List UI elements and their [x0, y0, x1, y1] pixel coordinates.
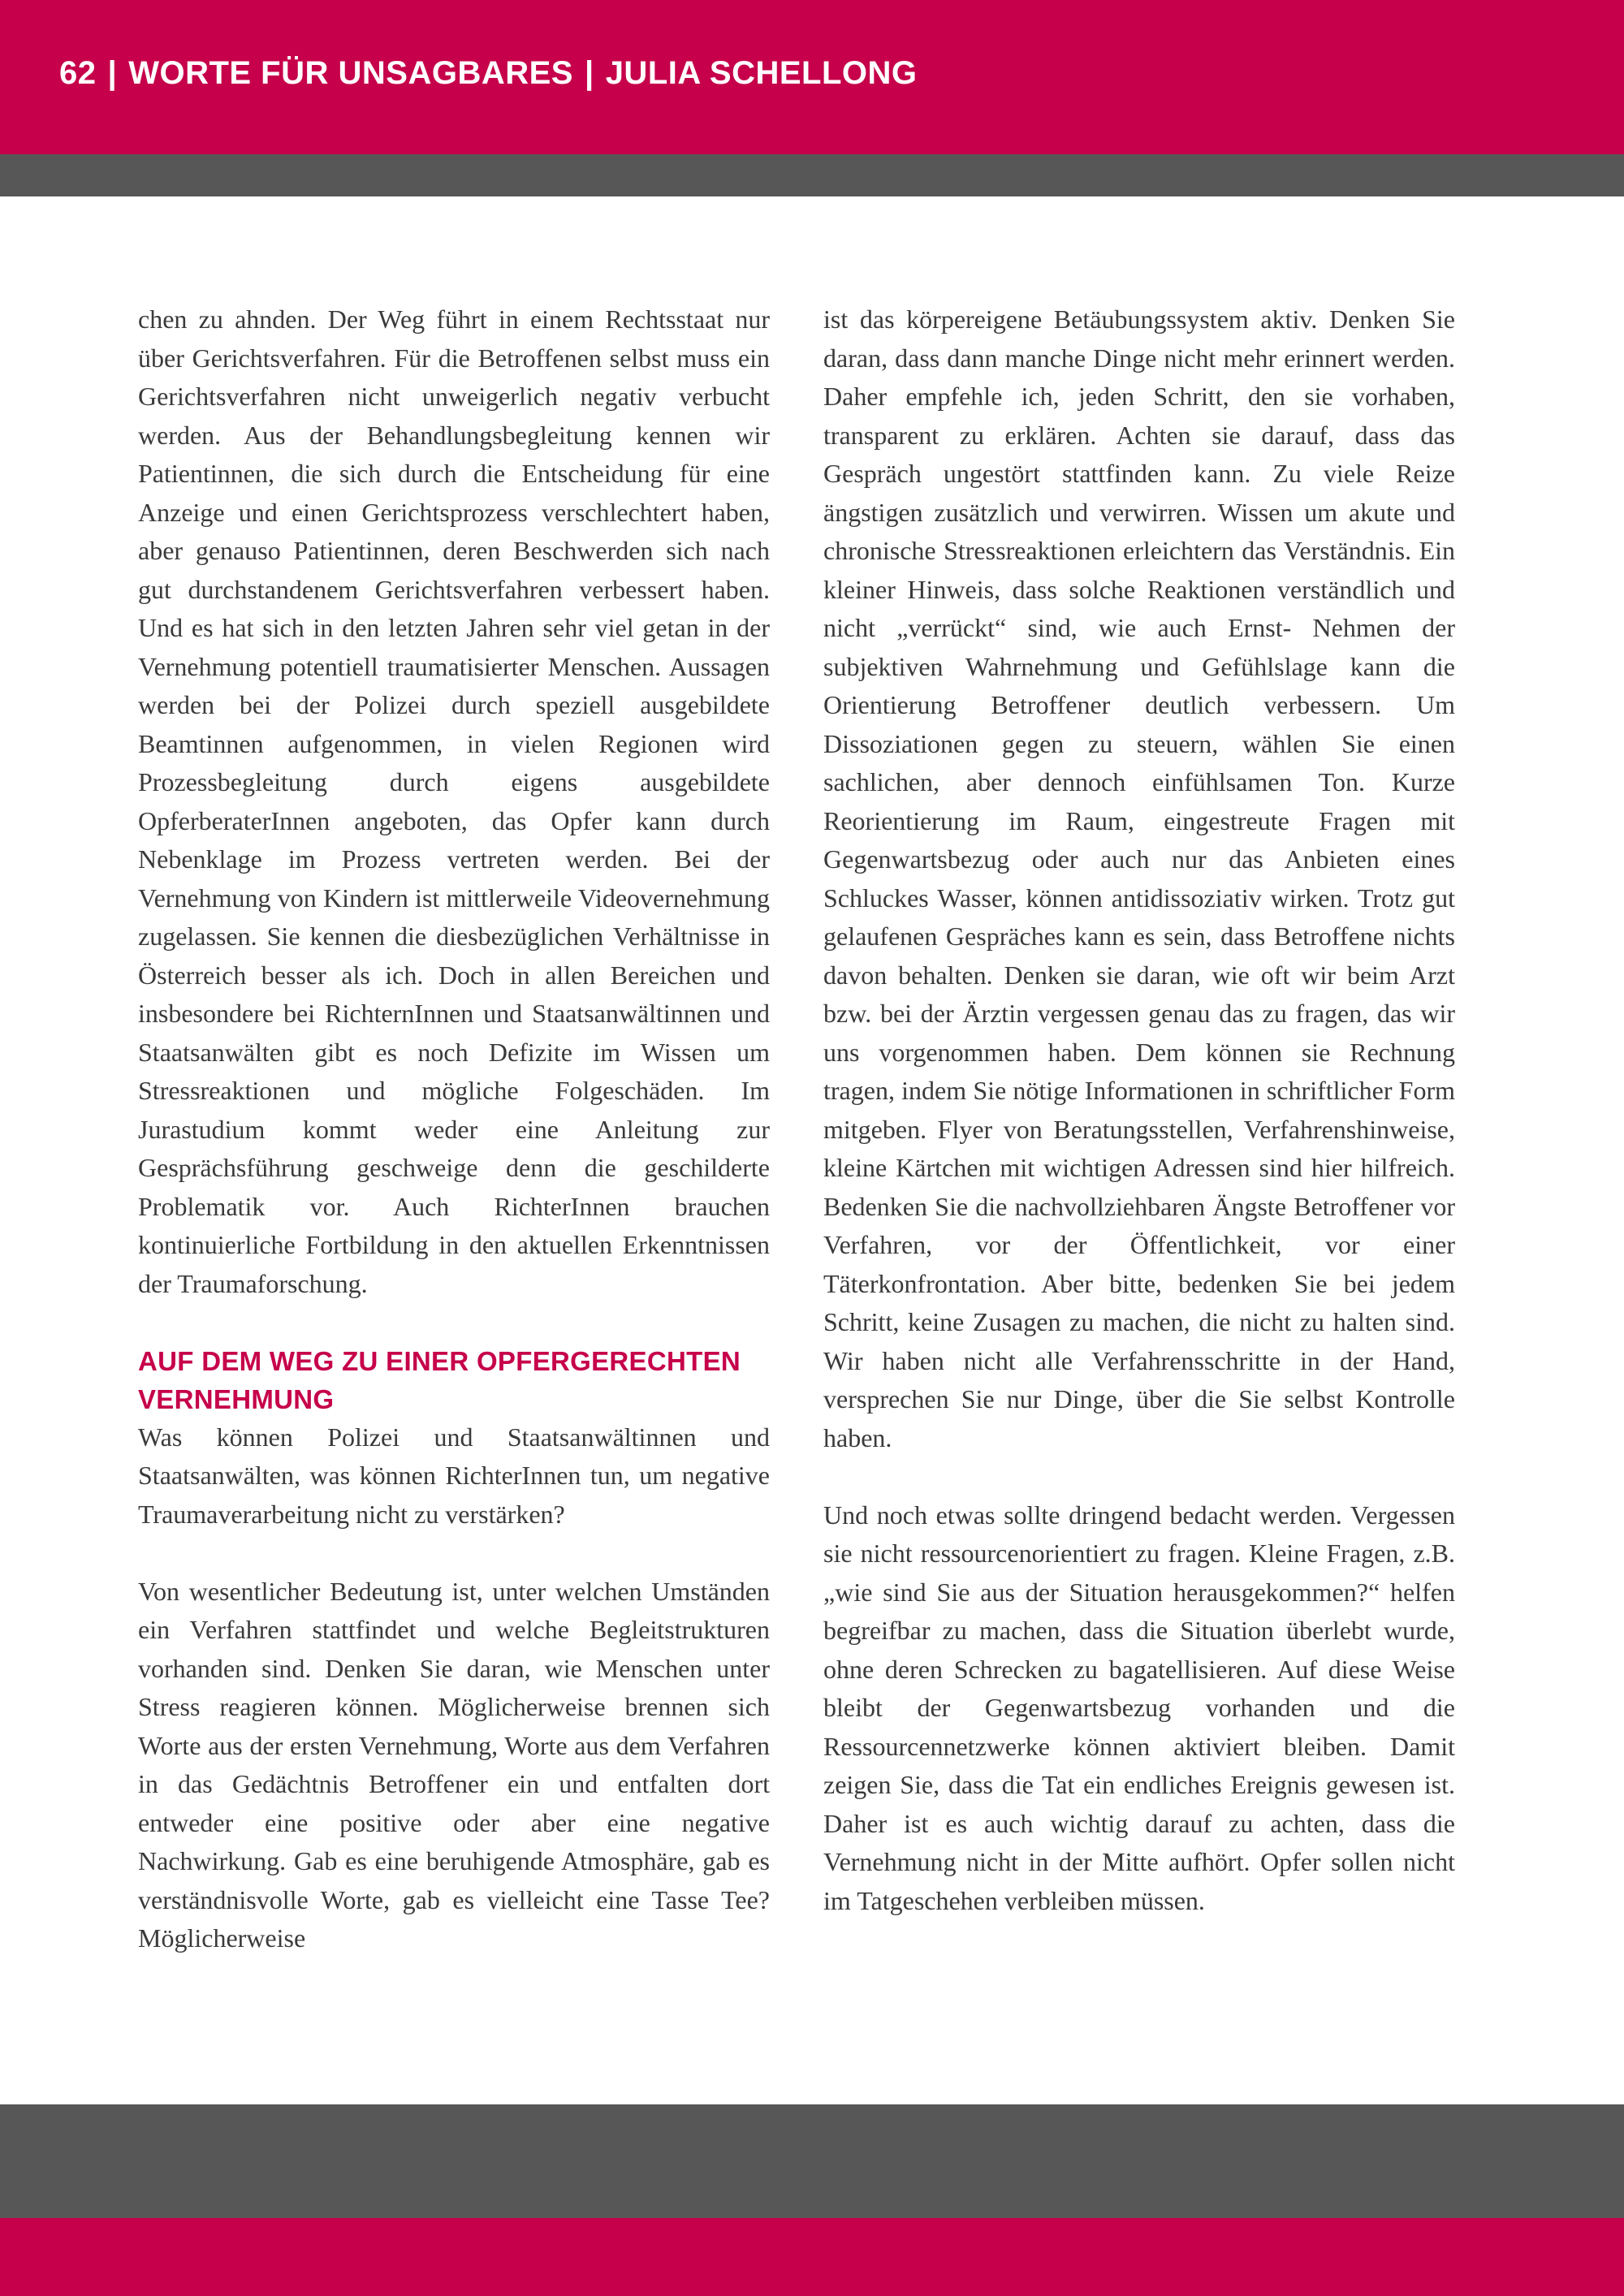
body-paragraph: ist das körpereigene Betäubungssystem aktiv. Denken Sie daran, dass dann manche Dinge nicht mehr erinnert werden. Daher empfehle ich, jeden Schritt, den sie vorhaben, transparent zu erklären. Achten sie darauf, dass das Gespräch ungestört stattfinden kann. Zu viele Reize ängstigen zusätzlich und verwirren. Wissen um akute und chronische Stressreaktionen erleichtern das Verständnis. Ein kleiner Hinweis, dass solche Reaktionen verständlich und nicht „verrückt“ sind, wie auch Ernst- Nehmen der subjektiven Wahrnehmung und Gefühlslage kann die Orientierung Betroffener deutlich verbessern. Um Dissoziationen gegen zu steuern, wählen Sie einen sachlichen, aber dennoch einfühlsamen Ton. Kurze Reorientierung im Raum, eingestreute Fragen mit Gegenwartsbezug oder auch nur das Anbieten eines Schluckes Wasser, können antidissoziativ wirken. Trotz gut gelaufenen Gespräches kann es sein, dass Betroffene nichts davon behalten. Denken sie daran, wie oft wir beim Arzt bzw. bei der Ärztin vergessen genau das zu fragen, das wir uns vorgenommen haben. Dem können sie Rechnung tragen, indem Sie nötige Informationen in schriftlicher Form mitgeben. Flyer von Beratungsstellen, Verfahrenshinweise, kleine Kärtchen mit wichtigen Adressen sind hier hilfreich. Bedenken Sie die nachvollziehbaren Ängste Betroffener vor Verfahren, vor der Öffentlichkeit, vor einer Täterkonfrontation. Aber bitte, bedenken Sie bei jedem Schritt, keine Zusagen zu machen, die nicht zu halten sind. Wir haben nicht alle Verfahrensschritte in der Hand, versprechen Sie nur Dinge, über die Sie selbst Kontrolle haben.: [823, 304, 1455, 1452]
body-paragraph: Von wesentlicher Bedeutung ist, unter welchen Umständen ein Verfahren stattfindet und welche Begleitstrukturen vorhanden sind. Denken Sie daran, wie Menschen unter Stress reagieren können. Möglicherweise brennen sich Worte aus der ersten Vernehmung, Worte aus dem Verfahren in das Gedächtnis Betroffener ein und entfalten dort entweder eine positive oder aber eine negative Nachwirkung. Gab es eine beruhigende Atmosphäre, gab es verständnisvolle Worte, gab es vielleicht eine Tasse Tee? Möglicherweise: [138, 1576, 770, 1953]
left-column: [138, 300, 770, 1958]
body-paragraph: Was können Polizei und Staatsanwältinnen und Staatsanwälten, was können RichterInnen tun, um negative Traumaverarbeitung nicht zu verstärken?: [138, 1422, 770, 1529]
running-head: [59, 55, 918, 92]
header-gray-band: [0, 154, 1624, 196]
footer-gray-band: [0, 2104, 1624, 2218]
body-paragraph: Und noch etwas sollte dringend bedacht werden. Vergessen sie nicht ressourcenorientiert zu fragen. Kleine Fragen, z.B. „wie sind Sie aus der Situation herausgekommen?“ helfen begreifbar zu machen, dass die Situation überlebt wurde, ohne deren Schrecken zu bagatellisieren. Auf diese Weise bleibt der Gegenwartsbezug vorhanden und die Ressourcennetzwerke können aktiviert bleiben. Damit zeigen Sie, dass die Tat ein endliches Ereignis gewesen ist. Daher ist es auch wichtig darauf zu achten, dass die Vernehmung nicht in der Mitte aufhört. Opfer sollen nicht im Tatgeschehen verbleiben müssen.: [823, 1500, 1455, 1915]
header-separator: |: [584, 55, 594, 91]
right-column: [823, 300, 1455, 1920]
header-separator: |: [107, 55, 118, 91]
book-title: WORTE FÜR UNSAGBARES: [128, 55, 573, 91]
author-name: JULIA SCHELLONG: [605, 55, 918, 91]
footer-accent-band: [0, 2218, 1624, 2296]
page-number: 62: [59, 55, 97, 91]
section-heading: AUF DEM WEG ZU EINER OPFERGERECHTEN VERNEHMUNG: [138, 1345, 741, 1414]
page-header: [0, 0, 1624, 154]
body-paragraph: chen zu ahnden. Der Weg führt in einem Rechtsstaat nur über Gerichtsverfahren. Für die Betroffenen selbst muss ein Gerichtsverfahren nicht unweigerlich negativ verbucht werden. Aus der Behandlungsbegleitung kennen wir Patientinnen, die sich durch die Entscheidung für eine Anzeige und einen Gerichtsprozess verschlechtert haben, aber genauso Patientinnen, deren Beschwerden sich nach gut durchstandenem Gerichtsverfahren verbessert haben. Und es hat sich in den letzten Jahren sehr viel getan in der Vernehmung potentiell traumatisierter Menschen. Aussagen werden bei der Polizei durch speziell ausgebildete Beamtinnen aufgenommen, in vielen Regionen wird Prozessbegleitung durch eigens ausgebildete OpferberaterInnen angeboten, das Opfer kann durch Nebenklage im Prozess vertreten werden. Bei der Vernehmung von Kindern ist mittlerweile Videovernehmung zugelassen. Sie kennen die diesbezüglichen Verhältnisse in Österreich besser als ich. Doch in allen Bereichen und insbesondere bei RichternInnen und Staatsanwältinnen und Staatsanwälten gibt es noch Defizite im Wissen um Stressreaktionen und mögliche Folgeschäden. Im Jurastudium kommt weder eine Anleitung zur Gesprächsführung geschweige denn die geschilderte Problematik vor. Auch RichterInnen brauchen kontinuierliche Fortbildung in den aktuellen Erkenntnissen der Traumaforschung.: [138, 304, 770, 1298]
